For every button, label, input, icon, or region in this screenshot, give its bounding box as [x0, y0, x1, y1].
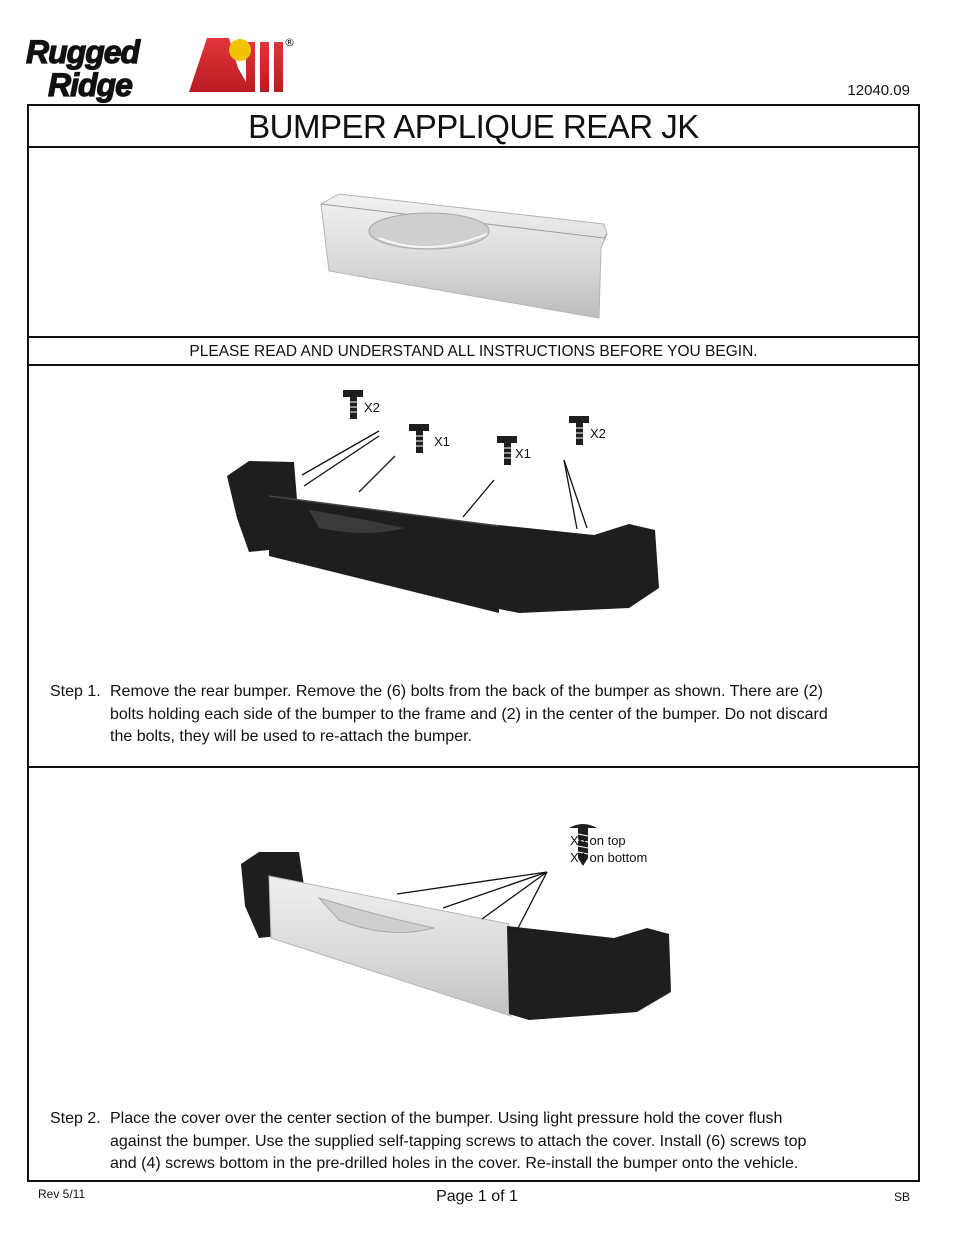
- logo-text-ridge: Ridge: [48, 67, 132, 103]
- page-title: BUMPER APPLIQUE REAR JK: [248, 108, 699, 145]
- product-image-applique: [309, 176, 639, 326]
- step-1-line-1: Remove the rear bumper. Remove the (6) bolts from the back of the bumper as shown. There are (2): [110, 683, 823, 700]
- step-2-line-3: and (4) screws bottom in the pre-drilled holes in the cover. Re-install the bumper onto the vehicle.: [110, 1155, 799, 1172]
- author-initials: SB: [893, 1190, 910, 1204]
- bolt-icon: [497, 436, 517, 465]
- divider: [29, 364, 918, 366]
- step-1-text: [50, 681, 908, 749]
- instruction-frame: [27, 104, 920, 1182]
- bolt-qty-label: X1: [515, 446, 531, 461]
- registered-mark: ®: [284, 36, 295, 49]
- step-2-label: Step 2.: [50, 1110, 101, 1127]
- bolt-icon: [409, 424, 429, 453]
- step-1-line-2: bolts holding each side of the bumper to the frame and (2) in the center of the bumper. Do not discard: [110, 705, 828, 723]
- read-instructions-notice: PLEASE READ AND UNDERSTAND ALL INSTRUCTIONS BEFORE YOU BEGIN.: [189, 343, 758, 360]
- logo-mark: [189, 38, 283, 92]
- screw-qty-bottom: X4 on bottom: [570, 850, 648, 865]
- divider: [29, 336, 918, 338]
- bolt-icon: [343, 390, 363, 419]
- page-number: Page 1 of 1: [436, 1188, 518, 1205]
- brand-logo: [24, 30, 299, 104]
- bolt-qty-label: X2: [590, 426, 606, 441]
- step-2-text: [50, 1108, 908, 1176]
- bolt-qty-label: X1: [434, 434, 450, 449]
- figure-bumper-bolts: [209, 378, 729, 628]
- logo-text-rugged: Rugged: [26, 34, 140, 70]
- step-1-line-3: the bolts, they will be used to re-attach the bumper.: [110, 728, 472, 745]
- bolt-qty-label: X2: [364, 400, 380, 415]
- bolt-icon: [569, 416, 589, 445]
- step-2-line-1: Place the cover over the center section of the bumper. Using light pressure hold the cover flush: [110, 1110, 783, 1127]
- step-2-line-2: against the bumper. Use the supplied self-tapping screws to attach the cover. Install (6) screws top: [110, 1132, 807, 1150]
- screw-qty-top: X6 on top: [570, 833, 626, 848]
- part-number: 12040.09: [847, 82, 910, 99]
- revision-label: Rev 5/11: [38, 1187, 86, 1201]
- screw-qty-label: [570, 832, 647, 866]
- divider: [29, 766, 918, 768]
- divider: [29, 146, 918, 148]
- step-1-label: Step 1.: [50, 683, 101, 700]
